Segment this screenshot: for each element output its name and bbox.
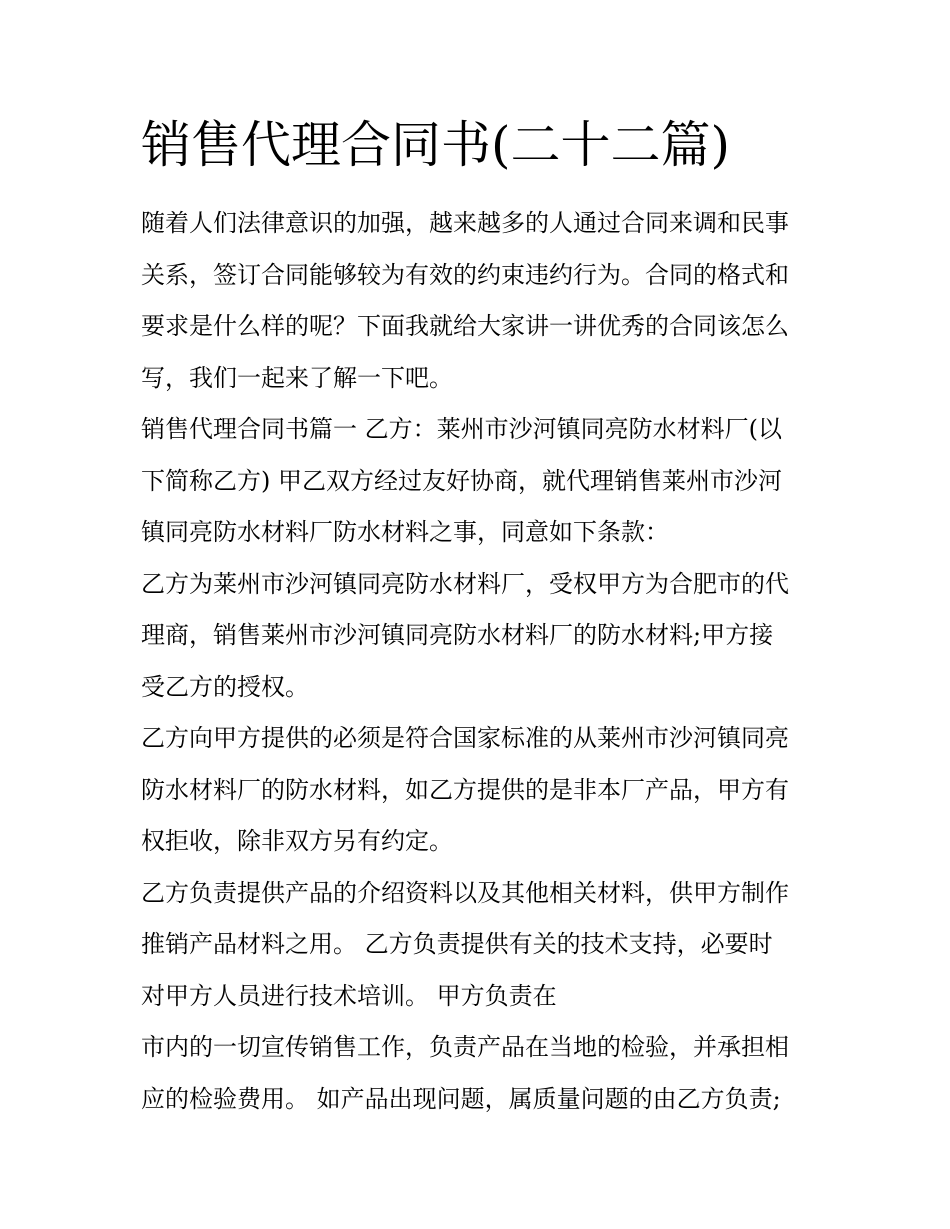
paragraph-intro xyxy=(141,198,821,404)
text-line: 镇同亮防水材料厂防水材料之事，同意如下条款： xyxy=(141,518,669,546)
text-line: 理商，销售莱州市沙河镇同亮防水材料厂的防水材料;甲方接 xyxy=(141,621,774,649)
paragraph-contract-parties xyxy=(141,404,821,559)
text-line: 写，我们一起来了解一下吧。 xyxy=(141,363,453,392)
text-line: 权拒收，除非双方另有约定。 xyxy=(141,827,453,855)
text-line: 市内的一切宣传销售工作，负责产品在当地的检验，并承担相 xyxy=(141,1033,789,1061)
text-line: 推销产品材料之用。 乙方负责提供有关的技术支持，必要时 xyxy=(141,930,773,958)
text-line: 要求是什么样的呢？下面我就给大家讲一讲优秀的合同该怎么 xyxy=(141,312,789,340)
text-line: 下简称乙方) 甲乙双方经过友好协商，就代理销售莱州市沙河 xyxy=(141,466,782,495)
text-line: 销售代理合同书篇一 乙方：莱州市沙河镇同亮防水材料厂(以 xyxy=(141,415,782,443)
text-line: 防水材料厂的防水材料，如乙方提供的是非本厂产品，甲方有 xyxy=(141,775,789,804)
paragraph-authorization xyxy=(141,559,821,714)
paragraph-materials-support xyxy=(141,868,821,1023)
text-line: 关系，签订合同能够较为有效的约束违约行为。合同的格式和 xyxy=(141,260,789,289)
text-line: 对甲方人员进行技术培训。 甲方负责在 xyxy=(141,981,557,1010)
text-line: 乙方为莱州市沙河镇同亮防水材料厂，受权甲方为合肥市的代 xyxy=(141,569,789,598)
text-line: 受乙方的授权。 xyxy=(141,672,309,701)
text-line: 乙方负责提供产品的介绍资料以及其他相关材料，供甲方制作 xyxy=(141,878,789,907)
paragraph-product-standard xyxy=(141,713,821,868)
text-line: 随着人们法律意识的加强，越来越多的人通过合同来调和民事 xyxy=(141,209,789,237)
paragraph-sales-inspection xyxy=(141,1022,821,1125)
document-title: 销售代理合同书(二十二篇) xyxy=(141,116,731,174)
text-line: 应的检验费用。 如产品出现问题，属质量问题的由乙方负责; xyxy=(141,1084,781,1113)
text-line: 乙方向甲方提供的必须是符合国家标准的从莱州市沙河镇同亮 xyxy=(141,724,789,752)
document-body xyxy=(141,198,821,1125)
